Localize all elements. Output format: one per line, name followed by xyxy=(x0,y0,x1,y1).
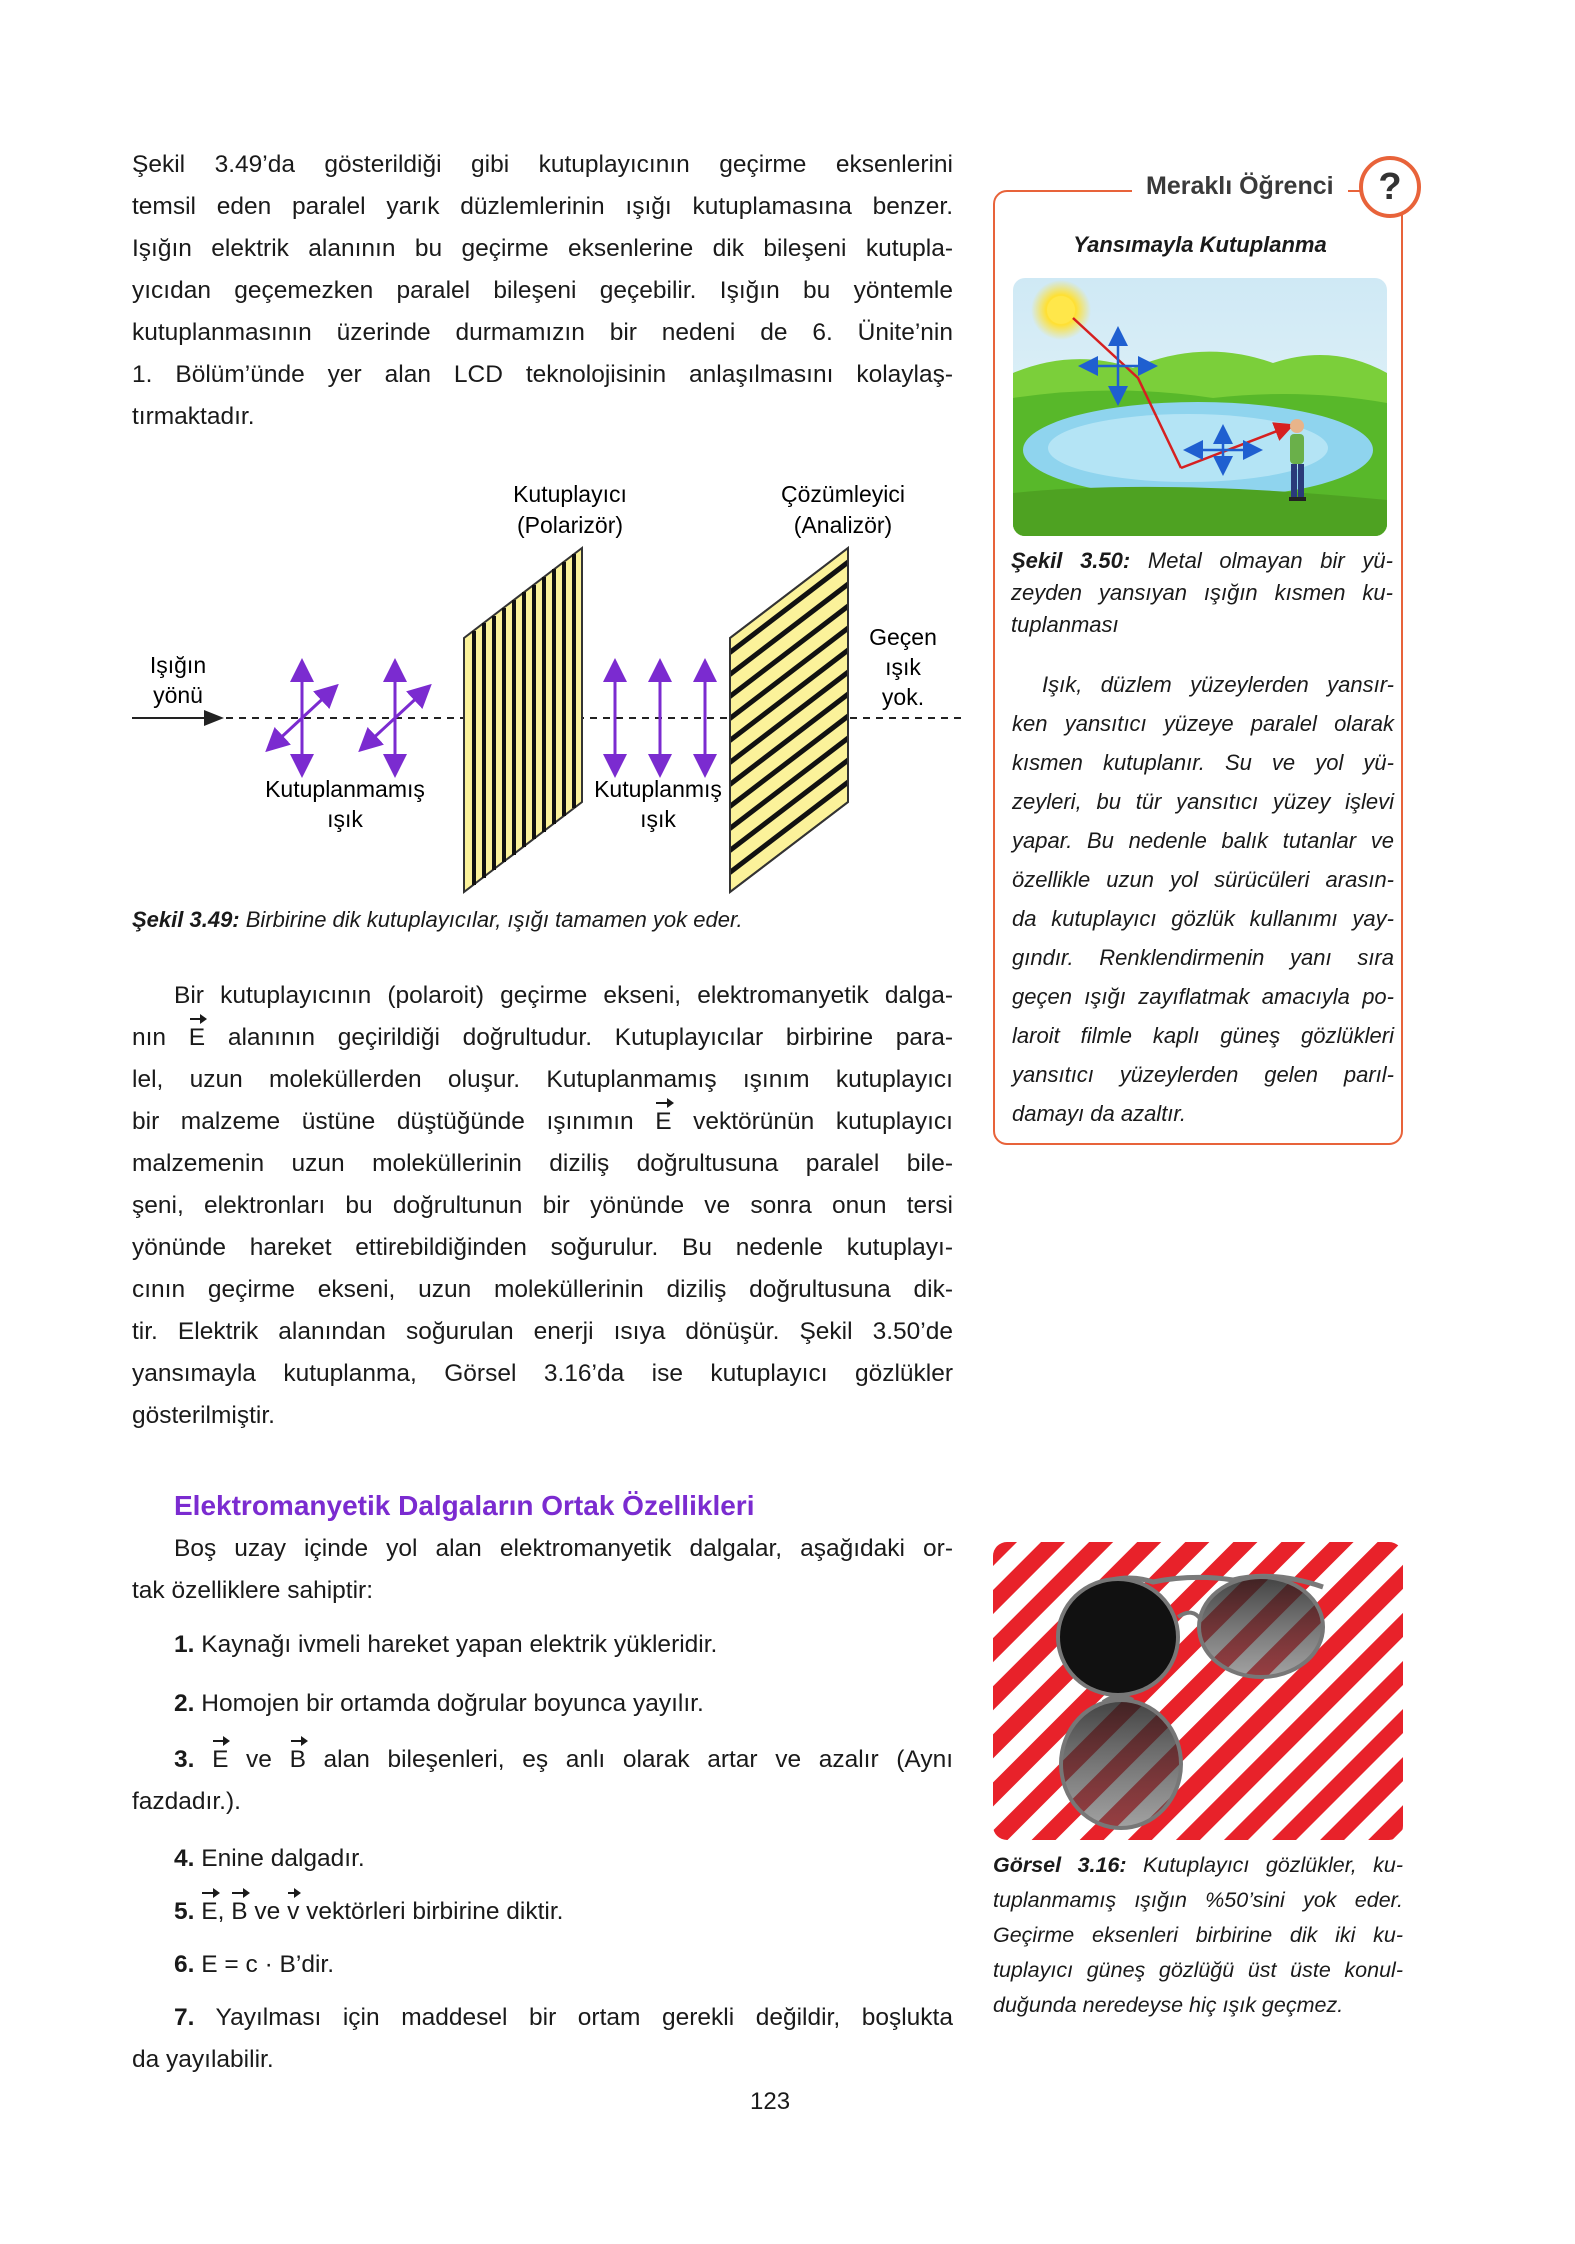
property-4: 4. Enine dalgadır. xyxy=(174,1845,365,1872)
body-line: malzemenin uzun moleküllerinin diziliş doğrultusuna paralel bile- xyxy=(132,1150,953,1177)
sidebar-subtitle: Yansımayla Kutuplanma xyxy=(1073,232,1327,257)
body-line: nın E alanının geçirildiği doğrultudur. Kutuplayıcılar birbirine para- xyxy=(132,1017,953,1059)
body-line: bir malzeme üstüne düştüğünde ışınımın E vektörünün kutuplayıcı xyxy=(132,1101,953,1143)
property-6: 6. E = c · B’dir. xyxy=(174,1951,334,1978)
analyzer-label: Çözümleyici xyxy=(781,481,905,507)
sunglasses-bottom xyxy=(1061,1700,1181,1828)
property-3: 3. E ve B alan bileşenleri, eş anlı olarak artar ve azalır (Aynı fazdadır.). xyxy=(132,1739,953,1823)
section-heading: Elektromanyetik Dalgaların Ortak Özellikleri xyxy=(174,1490,755,1521)
figure-3-50-caption: Şekil 3.50: Metal olmayan bir yü- zeyden yansıyan ışığın kısmen ku- tuplanması xyxy=(1011,548,1393,637)
property-2: 2. Homojen bir ortamda doğrular boyunca yayılır. xyxy=(174,1690,704,1717)
intro-line: Işığın elektrik alanının bu geçirme eksenlerine dik bileşeni kutupla- xyxy=(132,235,953,262)
intro-line: tırmaktadır. xyxy=(132,403,255,430)
e-vector: E xyxy=(201,1891,217,1933)
body-line: cının geçirme ekseni, uzun moleküllerinin diziliş doğrultusuna dik- xyxy=(132,1276,953,1303)
e-vector: E xyxy=(655,1101,671,1143)
caption-text: Birbirine dik kutuplayıcılar, ışığı tamamen yok eder. xyxy=(239,907,743,932)
e-vector: E xyxy=(189,1017,205,1059)
body-line: yönünde hareket ettirebildiğinden soğurulur. Bu nedenle kutuplayı- xyxy=(132,1234,953,1261)
intro-line: kutuplanmasının üzerinde durmamızın bir nedeni de 6. Ünite’nin xyxy=(132,319,953,346)
unpolarized-label: Kutuplanmamış xyxy=(265,776,425,802)
gorsel-3-16 xyxy=(993,1542,1403,1840)
body-line: şeni, elektronları bu doğrultunun bir yönünde ve sonra onun tersi xyxy=(132,1192,953,1219)
intro-paragraph xyxy=(132,144,953,438)
sidebar-title: Meraklı Öğrenci xyxy=(1132,172,1348,201)
property-5: 5. E, B ve v vektörleri birbirine diktir. xyxy=(174,1891,563,1933)
figure-3-50 xyxy=(1013,278,1387,536)
intro-line: yıcıdan geçemezken paralel bileşeni geçebilir. Işığın bu yöntemle xyxy=(132,277,953,304)
passing-light-label: Geçen xyxy=(869,624,937,650)
body-line: yansımayla kutuplanma, Görsel 3.16’da ise kutuplayıcı gözlükler xyxy=(132,1360,953,1387)
passing-light-label: yok. xyxy=(881,684,925,710)
polarizer-label: (Polarizör) xyxy=(516,512,624,538)
polarized-label: Kutuplanmış xyxy=(594,776,722,802)
property-7: 7. Yayılması için maddesel bir ortam gerekli değildir, boşlukta da yayılabilir. xyxy=(132,2004,953,2073)
analyzer-panel xyxy=(720,548,860,902)
body-line: tir. Elektrik alanından soğurulan enerji ısıya dönüşür. Şekil 3.50’de xyxy=(132,1318,953,1345)
polarizer-label: Kutuplayıcı xyxy=(513,481,627,507)
polarizer-panel xyxy=(464,548,582,892)
polarized-label: ışık xyxy=(640,806,676,832)
intro-line: Şekil 3.49’da gösterildiği gibi kutuplayıcının geçirme eksenlerini xyxy=(132,151,953,178)
sidebar-text: Işık, düzlem yüzeylerden yansır- ken yansıtıcı yüzeye paralel olarak kısmen kutuplanır. Su ve yol yü- zeyleri, bu tür yansıtıcı yüzey işlevi yapar. Bu nedenle balık tutanlar ve özellikle uzun yol sürücüleri arasın- da kutuplayıcı gözlük kullanımı yay- gındır. Renklendirmenin yanı sıra geçen ışığı zayıflatmak amacıyla po- laroit filmle kaplı güneş gözlükleri yansıtıcı yüzeylerden gelen parıl- damayı da azaltır. xyxy=(1012,672,1394,1126)
intro-line: temsil eden paralel yarık düzlemlerinin ışığı kutuplamasına benzer. xyxy=(132,193,953,220)
figure-3-49-caption xyxy=(132,905,962,935)
light-direction-label: Işığın xyxy=(149,652,207,678)
caption-label: Şekil 3.49: xyxy=(132,907,240,932)
analyzer-label: (Analizör) xyxy=(793,512,893,538)
unpolarized-label: ışık xyxy=(327,806,363,832)
body-line: lel, uzun moleküllerden oluşur. Kutuplanmamış ışınım kutuplayıcı xyxy=(132,1066,953,1093)
b-vector: B xyxy=(290,1739,306,1781)
section-intro-line: tak özelliklere sahiptir: xyxy=(132,1577,374,1604)
page-number: 123 xyxy=(750,2088,791,2115)
passing-light-label: ışık xyxy=(885,654,921,680)
property-1: 1. Kaynağı ivmeli hareket yapan elektrik yükleridir. xyxy=(174,1631,718,1658)
body-line: gösterilmiştir. xyxy=(132,1402,275,1429)
v-vector: v xyxy=(287,1891,299,1933)
body-line: Bir kutuplayıcının (polaroit) geçirme ekseni, elektromanyetik dalga- xyxy=(174,982,953,1009)
gorsel-3-16-caption: Görsel 3.16: Kutuplayıcı gözlükler, ku- tuplanmamış ışığın %50’sini yok eder. Geçirme eksenleri birbirine dik iki ku- tuplayıcı güneş gözlüğü üst üste konul- duğunda neredeyse hiç ışık geçmez. xyxy=(993,1853,1404,2017)
figure-3-49 xyxy=(130,470,970,910)
section-intro xyxy=(132,1528,953,1612)
intro-line: 1. Bölüm’ünde yer alan LCD teknolojisinin anlaşılmasını kolaylaş- xyxy=(132,361,953,388)
e-vector: E xyxy=(212,1739,228,1781)
section-intro-line: Boş uzay içinde yol alan elektromanyetik dalgalar, aşağıdaki or- xyxy=(174,1535,953,1562)
b-vector: B xyxy=(231,1891,247,1933)
light-direction-label: yönü xyxy=(153,682,203,708)
question-icon: ? xyxy=(1359,156,1421,218)
body-paragraph xyxy=(132,975,953,1437)
polarized-arrows xyxy=(615,670,705,766)
